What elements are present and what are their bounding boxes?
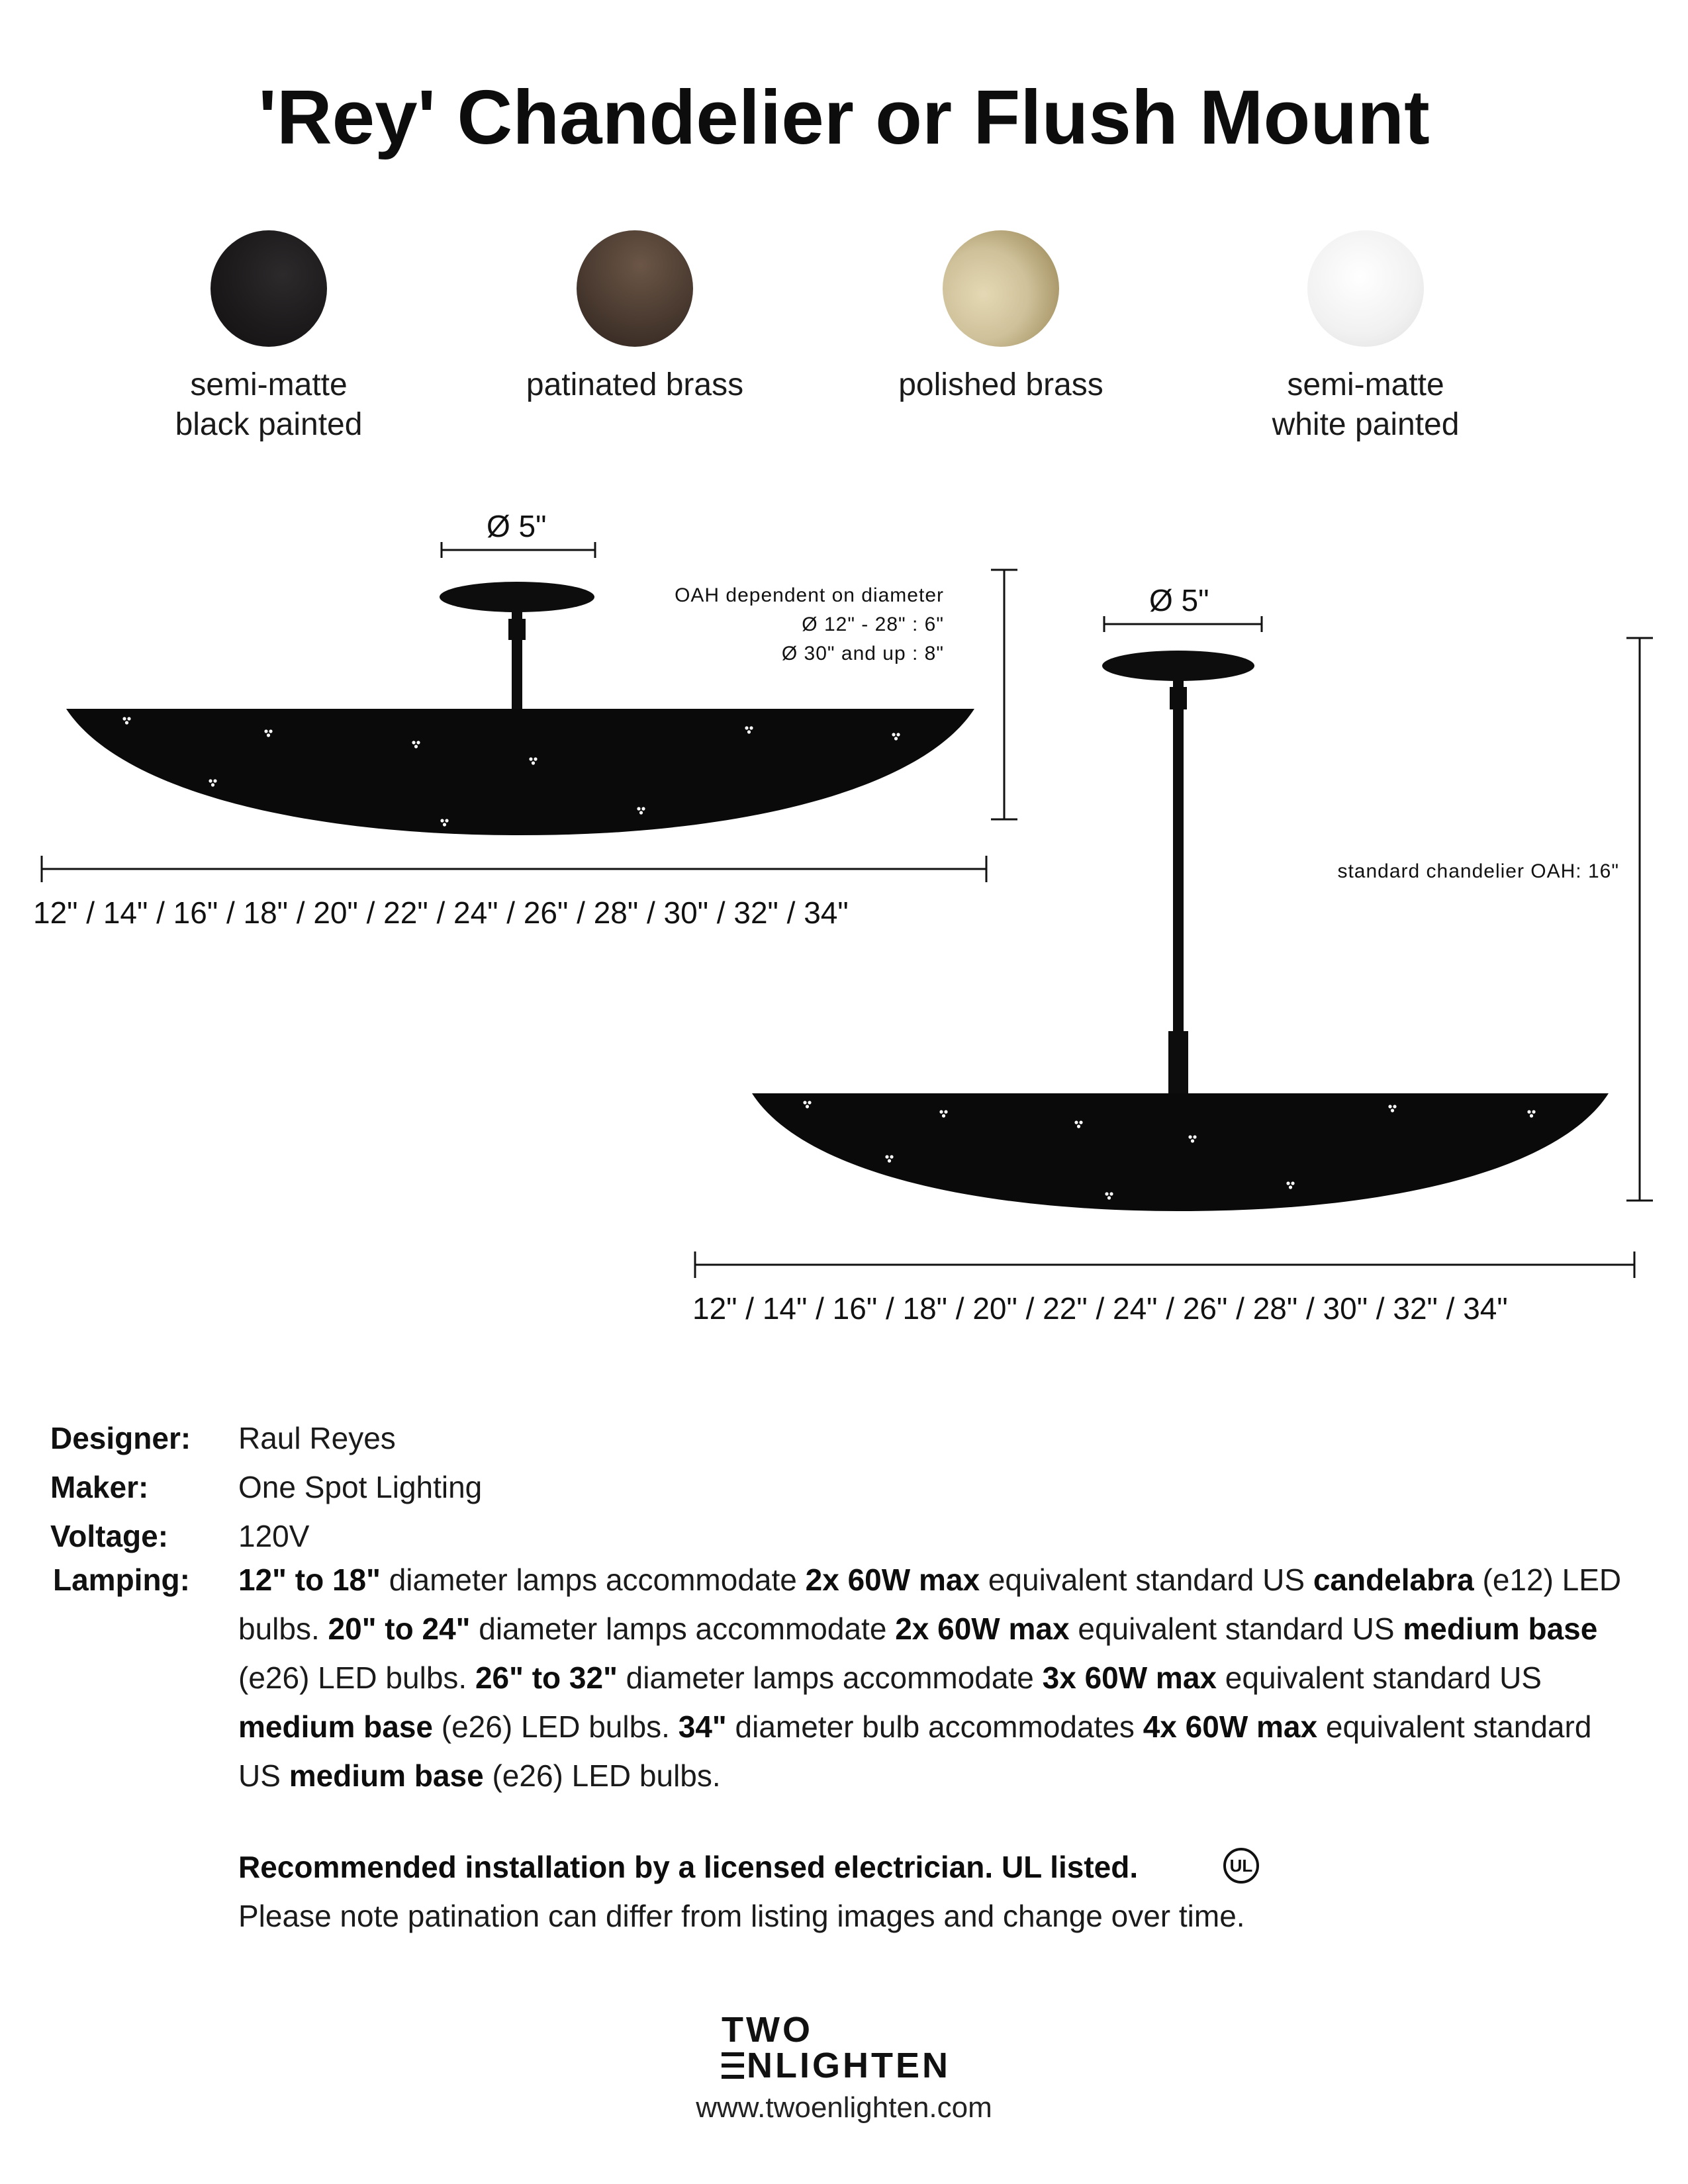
lamping-bulb-count: 2x 60W max	[805, 1563, 980, 1597]
flush-oah-note-line1: OAH dependent on diameter	[675, 584, 944, 606]
voltage-label: Voltage:	[50, 1519, 169, 1553]
flush-oah-note-line3: Ø 30" and up : 8"	[781, 643, 944, 664]
chandelier-diameter-options: 12" / 14" / 16" / 18" / 20" / 22" / 24" / 26" / 28" / 30" / 32" / 34"	[692, 1291, 1508, 1326]
flush-diameter-options: 12" / 14" / 16" / 18" / 20" / 22" / 24" / 26" / 28" / 30" / 32" / 34"	[33, 895, 849, 930]
flush-shade	[66, 709, 974, 835]
lamping-bulb-count: 3x 60W max	[1042, 1661, 1217, 1695]
flush-diameter-dimension	[42, 856, 986, 882]
lamping-size-range: 12" to 18"	[238, 1563, 381, 1597]
lamping-text: (e26) LED bulbs.	[483, 1758, 721, 1793]
lamping-text: (e26) LED bulbs.	[238, 1661, 475, 1695]
lamping-base-type: medium base	[289, 1758, 484, 1793]
finish-label-line2: black painted	[175, 407, 363, 442]
lamping-base-type: candelabra	[1313, 1563, 1474, 1597]
finish-label-line2: white painted	[1272, 407, 1460, 442]
lamping-bulb-count: 4x 60W max	[1143, 1709, 1318, 1744]
brand-logo	[716, 2012, 981, 2083]
designer-value: Raul Reyes	[238, 1421, 396, 1455]
chandelier-height-dimension	[1626, 638, 1653, 1201]
maker-value: One Spot Lighting	[238, 1470, 483, 1504]
chandelier-shade	[752, 1093, 1609, 1211]
lamping-size-range: 34"	[678, 1709, 727, 1744]
finish-label-line1: semi-matte	[190, 367, 348, 402]
lamping-text: diameter lamps accommodate	[617, 1661, 1043, 1695]
website-url[interactable]: www.twoenlighten.com	[696, 2091, 992, 2124]
designer-label: Designer:	[50, 1421, 191, 1455]
lamping-text: diameter lamps accommodate	[470, 1612, 896, 1646]
logo-line-1: TWO	[722, 2010, 813, 2050]
chandelier-canopy-dimension	[1104, 616, 1262, 632]
logo-e-bars-icon	[722, 2052, 744, 2079]
lamping-text: equivalent standard US	[238, 1709, 1592, 1793]
finish-label-line1: polished brass	[898, 367, 1103, 402]
lamping-base-type: medium base	[1403, 1612, 1598, 1646]
flush-canopy-dimension	[442, 542, 595, 558]
lamping-text: (e12) LED bulbs.	[238, 1563, 1622, 1646]
lamping-text: equivalent standard US	[980, 1563, 1313, 1597]
maker-label: Maker:	[50, 1470, 149, 1504]
flush-oah-note-line2: Ø 12" - 28" : 6"	[802, 614, 944, 635]
flush-oah-note	[675, 581, 944, 668]
chandelier-canopy	[1102, 651, 1254, 681]
lamping-description	[238, 1555, 1628, 1800]
lamping-size-range: 26" to 32"	[475, 1661, 618, 1695]
lamping-text: equivalent standard US	[1217, 1661, 1542, 1695]
lamping-size-range: 20" to 24"	[328, 1612, 471, 1646]
lamping-text: equivalent standard US	[1069, 1612, 1403, 1646]
lamping-text: diameter bulb accommodates	[726, 1709, 1143, 1744]
chandelier-oah-note: standard chandelier OAH: 16"	[1337, 860, 1619, 882]
flush-height-dimension	[991, 570, 1017, 819]
flush-canopy	[440, 582, 594, 612]
lamping-base-type: medium base	[238, 1709, 433, 1744]
logo-line-2-wrap	[716, 2048, 981, 2083]
voltage-value: 120V	[238, 1519, 310, 1553]
page-title: 'Rey' Chandelier or Flush Mount	[258, 74, 1430, 160]
lamping-text: diameter lamps accommodate	[380, 1563, 806, 1597]
installation-recommendation: Recommended installation by a licensed electrician. UL listed.	[238, 1850, 1139, 1884]
flush-canopy-dim-label: Ø 5"	[487, 509, 547, 543]
chandelier-canopy-dim-label: Ø 5"	[1149, 583, 1209, 617]
finish-label-line1: patinated brass	[526, 367, 744, 402]
ul-listed-icon: UL	[1223, 1848, 1259, 1884]
logo-line-2: NLIGHTEN	[747, 2046, 951, 2085]
patination-note: Please note patination can differ from listing images and change over time.	[238, 1899, 1245, 1933]
finish-label-line1: semi-matte	[1287, 367, 1444, 402]
lamping-text: (e26) LED bulbs.	[433, 1709, 679, 1744]
lamping-bulb-count: 2x 60W max	[895, 1612, 1070, 1646]
chandelier-diameter-dimension	[695, 1251, 1634, 1278]
lamping-label: Lamping:	[53, 1563, 190, 1597]
